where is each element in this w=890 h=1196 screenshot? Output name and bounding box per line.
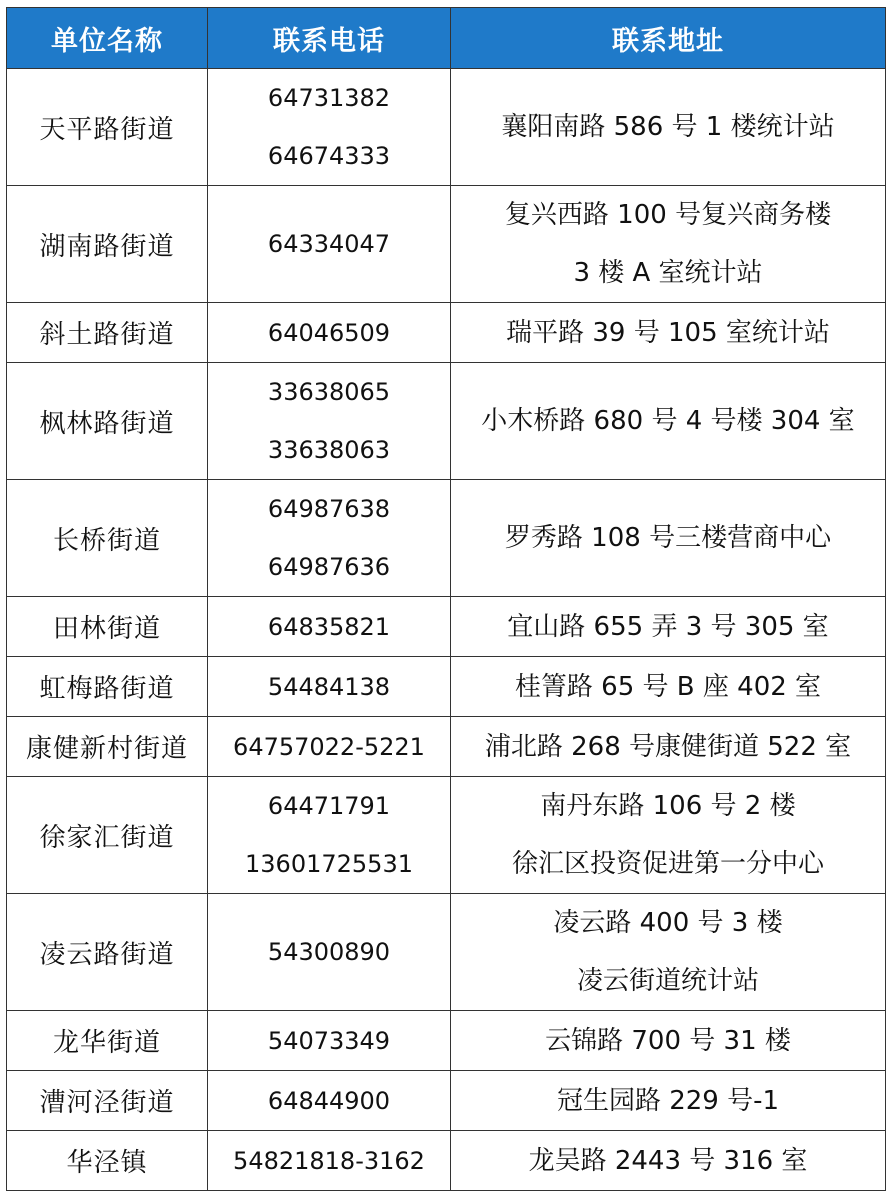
phone-cell (208, 1011, 451, 1071)
unit-name-cell: 虹梅路街道 (7, 657, 208, 717)
address-line: 凌云路 400 号 3 楼 (553, 908, 783, 938)
address-cell (451, 186, 886, 303)
unit-name-cell: 凌云路街道 (7, 894, 208, 1011)
phone-number: 64987638 (267, 495, 391, 523)
phone-number: 54300890 (267, 938, 391, 966)
table-row (7, 597, 886, 657)
address-line: 罗秀路 108 号三楼营商中心 (504, 523, 832, 553)
address-cell (451, 1071, 886, 1131)
phone-cell (208, 1131, 451, 1191)
address-cell (451, 1011, 886, 1071)
table-row (7, 69, 886, 186)
address-line: 浦北路 268 号康健街道 522 室 (484, 731, 852, 762)
header-phone: 联系电话 (208, 8, 451, 69)
phone-cell (208, 717, 451, 777)
phone-number: 54821818-3162 (233, 1146, 425, 1175)
header-address: 联系地址 (451, 8, 886, 69)
address-line: 复兴西路 100 号复兴商务楼 (504, 200, 832, 230)
address-line: 徐汇区投资促进第一分中心 (511, 849, 824, 879)
phone-number: 33638065 (267, 378, 391, 406)
table-row (7, 480, 886, 597)
phone-number: 13601725531 (245, 850, 413, 878)
phone-number: 64757022-5221 (233, 732, 425, 761)
phone-cell (208, 69, 451, 186)
phone-cell (208, 186, 451, 303)
phone-number: 64844900 (267, 1086, 391, 1115)
phone-cell (208, 363, 451, 480)
table-row (7, 1071, 886, 1131)
table-row (7, 657, 886, 717)
address-cell (451, 480, 886, 597)
header-unit-name: 单位名称 (7, 8, 208, 69)
address-cell (451, 69, 886, 186)
phone-cell (208, 1071, 451, 1131)
header-row (7, 8, 886, 69)
unit-name-cell: 长桥街道 (7, 480, 208, 597)
unit-name-cell: 枫林路街道 (7, 363, 208, 480)
phone-number: 64674333 (267, 142, 391, 170)
unit-name-cell: 湖南路街道 (7, 186, 208, 303)
phone-number: 64334047 (267, 230, 391, 258)
unit-name-cell: 龙华街道 (7, 1011, 208, 1071)
unit-name-cell: 天平路街道 (7, 69, 208, 186)
phone-cell (208, 657, 451, 717)
address-line: 南丹东路 106 号 2 楼 (540, 791, 796, 821)
phone-number: 64835821 (267, 612, 391, 641)
phone-cell (208, 777, 451, 894)
phone-number: 64046509 (267, 318, 391, 347)
address-line: 凌云街道统计站 (576, 966, 759, 996)
address-line: 瑞平路 39 号 105 室统计站 (506, 317, 830, 348)
address-line: 龙吴路 2443 号 316 室 (528, 1145, 808, 1176)
address-cell (451, 657, 886, 717)
phone-cell (208, 303, 451, 363)
unit-name-cell: 康健新村街道 (7, 717, 208, 777)
table-row (7, 186, 886, 303)
address-line: 桂箐路 65 号 B 座 402 室 (514, 671, 822, 702)
table-header (7, 8, 886, 69)
address-line: 冠生园路 229 号-1 (556, 1085, 780, 1116)
contact-table (6, 7, 886, 1191)
table-row (7, 717, 886, 777)
address-cell (451, 363, 886, 480)
phone-number: 64731382 (267, 84, 391, 112)
table-row (7, 777, 886, 894)
address-cell (451, 597, 886, 657)
address-cell (451, 777, 886, 894)
address-cell (451, 303, 886, 363)
address-cell (451, 717, 886, 777)
phone-number: 33638063 (267, 436, 391, 464)
table-row (7, 303, 886, 363)
table-row (7, 363, 886, 480)
phone-cell (208, 597, 451, 657)
unit-name-cell: 田林街道 (7, 597, 208, 657)
unit-name-cell: 徐家汇街道 (7, 777, 208, 894)
address-line: 小木桥路 680 号 4 号楼 304 室 (481, 406, 855, 436)
address-line: 3 楼 A 室统计站 (573, 258, 763, 288)
address-line: 宜山路 655 弄 3 号 305 室 (507, 611, 829, 642)
address-cell (451, 1131, 886, 1191)
address-cell (451, 894, 886, 1011)
address-line: 云锦路 700 号 31 楼 (545, 1025, 791, 1056)
unit-name-cell: 漕河泾街道 (7, 1071, 208, 1131)
phone-cell (208, 480, 451, 597)
unit-name-cell: 华泾镇 (7, 1131, 208, 1191)
phone-cell (208, 894, 451, 1011)
table-row (7, 894, 886, 1011)
phone-number: 54073349 (267, 1026, 391, 1055)
phone-number: 64471791 (267, 792, 391, 820)
table-row (7, 1011, 886, 1071)
unit-name-cell: 斜土路街道 (7, 303, 208, 363)
address-line: 襄阳南路 586 号 1 楼统计站 (501, 112, 835, 142)
table-row (7, 1131, 886, 1191)
phone-number: 54484138 (267, 672, 391, 701)
table-body (7, 69, 886, 1191)
phone-number: 64987636 (267, 553, 391, 581)
